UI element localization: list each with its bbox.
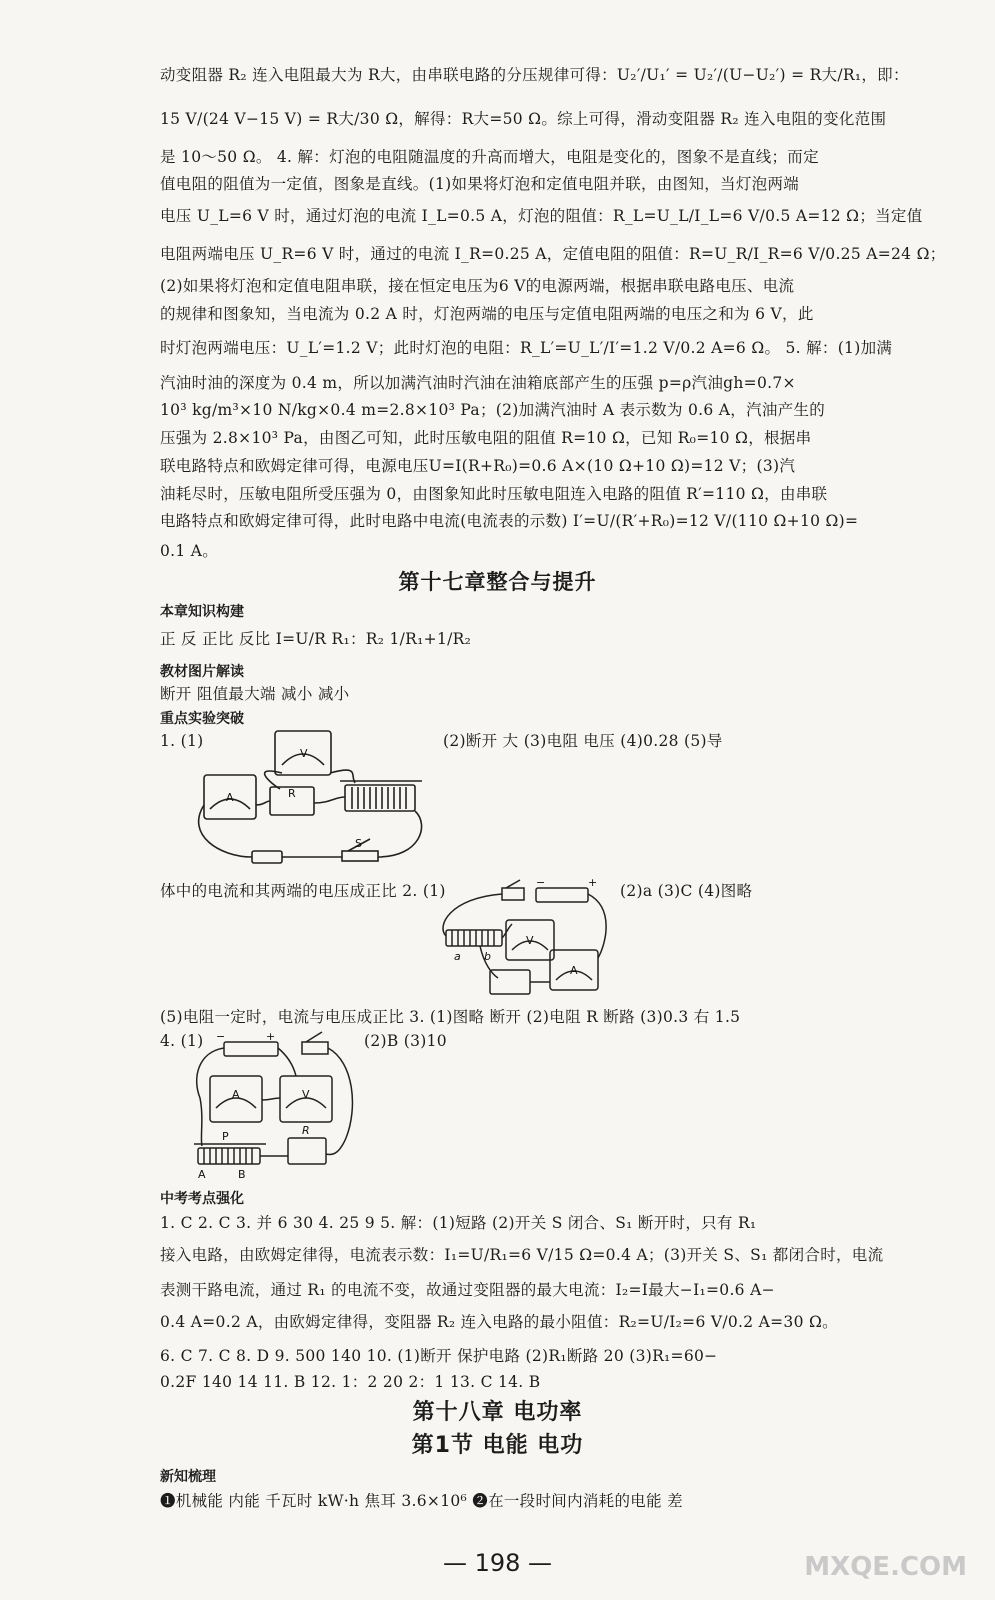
experiment-title: 重点实验突破 bbox=[160, 711, 244, 727]
circuit-figure-1 bbox=[190, 725, 440, 875]
section-title: 第1节 电能 电功 bbox=[411, 1433, 584, 1458]
fig4-label: A bbox=[198, 1168, 206, 1181]
picture-line: 断开 阻值最大端 减小 减小 bbox=[160, 685, 350, 703]
picture-title: 教材图片解读 bbox=[160, 664, 244, 680]
exam-line: 表测干路电流，通过 R₁ 的电流不变，故通过变阻器的最大电流：I₂=I最大−I₁=0.6 A− bbox=[160, 1281, 775, 1299]
fig2-label: b bbox=[484, 950, 491, 963]
new-knowledge-title: 新知梳理 bbox=[160, 1469, 216, 1485]
chapter18-title: 第十八章 电功率 bbox=[412, 1400, 583, 1425]
chapter17-title: 第十七章整合与提升 bbox=[398, 570, 597, 594]
fig1-label: R bbox=[288, 787, 296, 800]
text-line: 15 V/(24 V−15 V) = R大/30 Ω，解得：R大=50 Ω。综上可得，滑动变阻器 R₂ 连入电阻的变化范围 bbox=[160, 110, 887, 128]
exp4-label: 4. (1) bbox=[160, 1032, 204, 1050]
exam-line: 接入电路，由欧姆定律得，电流表示数：I₁=U/R₁=6 V/15 Ω=0.4 A；(3)开关 S、S₁ 都闭合时，电流 bbox=[160, 1246, 884, 1264]
text-line: 是 10～50 Ω。 4. 解：灯泡的电阻随温度的升高而增大，电阻是变化的，图象不是直线；而定 bbox=[160, 148, 819, 166]
fig4-label: B bbox=[238, 1168, 246, 1181]
text-line: 10³ kg/m³×10 N/kg×0.4 m=2.8×10³ Pa；(2)加满汽油时 A 表示数为 0.6 A，汽油产生的 bbox=[160, 401, 826, 419]
watermark: MXQE.COM bbox=[804, 1552, 967, 1582]
fig2-label: V bbox=[526, 934, 534, 947]
exp4-answers: (2)B (3)10 bbox=[364, 1032, 447, 1050]
exam-line: 0.4 A=0.2 A，由欧姆定律得，变阻器 R₂ 连入电路的最小阻值：R₂=U/I₂=6 V/0.2 A=30 Ω。 bbox=[160, 1313, 838, 1331]
text-line: 汽油时油的深度为 0.4 m，所以加满汽油时汽油在油箱底部产生的压强 p=ρ汽油gh=0.7× bbox=[160, 374, 796, 392]
exam-line: 0.2F 140 14 11. B 12. 1：2 20 2：1 13. C 14. B bbox=[160, 1373, 541, 1391]
fig4-label: R bbox=[302, 1124, 310, 1137]
fig1-label: A bbox=[226, 791, 234, 804]
text-line: 压强为 2.8×10³ Pa，由图乙可知，此时压敏电阻的阻值 R=10 Ω，已知 R₀=10 Ω，根据串 bbox=[160, 429, 812, 447]
exam-title: 中考考点强化 bbox=[160, 1191, 244, 1207]
fig2-label: a bbox=[454, 950, 461, 963]
fig4-label: V bbox=[302, 1088, 310, 1101]
circuit-figure-4 bbox=[190, 1028, 360, 1186]
page-number: — 198 — bbox=[442, 1549, 553, 1577]
new-knowledge-line: ❶机械能 内能 千瓦时 kW·h 焦耳 3.6×10⁶ ❷在一段时间内消耗的电能 差 bbox=[160, 1492, 683, 1510]
exam-line: 1. C 2. C 3. 并 6 30 4. 25 9 5. 解：(1)短路 (2)开关 S 闭合、S₁ 断开时，只有 R₁ bbox=[160, 1214, 757, 1232]
exp2-answers: (2)a (3)C (4)图略 bbox=[620, 882, 753, 900]
fig1-label: V bbox=[300, 747, 308, 760]
knowledge-line: 正 反 正比 反比 I=U/R R₁：R₂ 1/R₁+1/R₂ bbox=[160, 630, 472, 648]
text-line: 动变阻器 R₂ 连入电阻最大为 R大，由串联电路的分压规律可得：U₂′/U₁′ = U₂′/(U−U₂′) = R大/R₁，即： bbox=[160, 66, 909, 84]
text-line: 0.1 A。 bbox=[160, 542, 219, 560]
exp1-continuation: 体中的电流和其两端的电压成正比 2. (1) bbox=[160, 882, 446, 900]
exam-line: 6. C 7. C 8. D 9. 500 140 10. (1)断开 保护电路 (2)R₁断路 20 (3)R₁=60− bbox=[160, 1347, 718, 1365]
text-line: 的规律和图象知，当电流为 0.2 A 时，灯泡两端的电压与定值电阻两端的电压之和为 6 V，此 bbox=[160, 305, 814, 323]
fig4-label: + bbox=[266, 1030, 276, 1043]
text-line: 电阻两端电压 U_R=6 V 时，通过的电流 I_R=0.25 A，定值电阻的阻值：R=U_R/I_R=6 V/0.25 A=24 Ω； bbox=[160, 245, 946, 263]
text-line: 电路特点和欧姆定律可得，此时电路中电流(电流表的示数) I′=U/(R′+R₀)=12 V/(110 Ω+10 Ω)= bbox=[160, 512, 859, 530]
knowledge-title: 本章知识构建 bbox=[160, 604, 244, 620]
fig2-label: − bbox=[536, 876, 546, 889]
exp1-answers: (2)断开 大 (3)电阻 电压 (4)0.28 (5)导 bbox=[443, 732, 723, 750]
text-line: (2)如果将灯泡和定值电阻串联，接在恒定电压为6 V的电源两端，根据串联电路电压、电流 bbox=[160, 277, 795, 295]
fig4-label: P bbox=[222, 1130, 229, 1143]
fig2-label: A bbox=[570, 964, 578, 977]
exp1-label: 1. (1) bbox=[160, 732, 204, 750]
fig1-label: S bbox=[355, 837, 362, 850]
text-line: 时灯泡两端电压：U_L′=1.2 V；此时灯泡的电阻：R_L′=U_L′/I′=1.2 V/0.2 A=6 Ω。 5. 解：(1)加满 bbox=[160, 339, 893, 357]
fig2-label: + bbox=[588, 876, 598, 889]
text-line: 值电阻的阻值为一定值，图象是直线。(1)如果将灯泡和定值电阻并联，由图知，当灯泡两端 bbox=[160, 175, 800, 193]
text-line: 油耗尽时，压敏电阻所受压强为 0，由图象知此时压敏电阻连入电路的阻值 R′=110 Ω，由串联 bbox=[160, 485, 828, 503]
exp2-continuation: (5)电阻一定时，电流与电压成正比 3. (1)图略 断开 (2)电阻 R 断路 (3)0.3 右 1.5 bbox=[160, 1008, 741, 1026]
fig4-label: − bbox=[216, 1030, 226, 1043]
circuit-figure-2 bbox=[440, 878, 610, 1000]
text-line: 电压 U_L=6 V 时，通过灯泡的电流 I_L=0.5 A，灯泡的阻值：R_L=U_L/I_L=6 V/0.5 A=12 Ω；当定值 bbox=[160, 207, 923, 225]
text-line: 联电路特点和欧姆定律可得，电源电压U=I(R+R₀)=0.6 A×(10 Ω+10 Ω)=12 V；(3)汽 bbox=[160, 457, 796, 475]
fig4-label: A bbox=[232, 1088, 240, 1101]
